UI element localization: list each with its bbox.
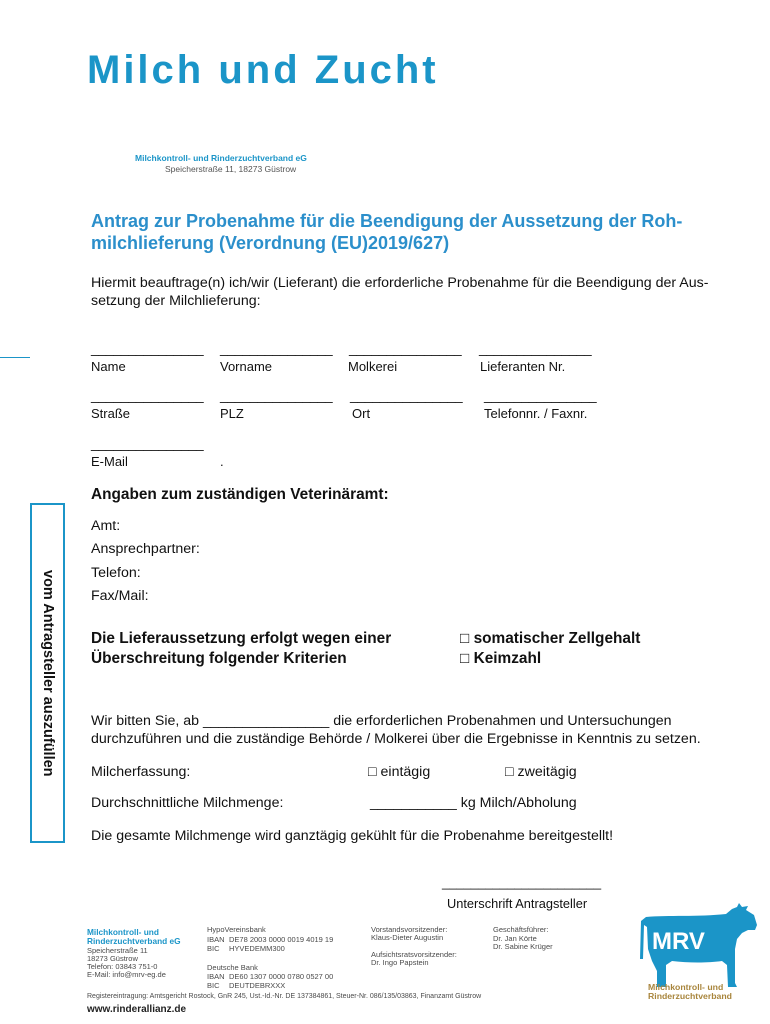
- board-chair-name: Klaus-Dieter Augustin: [371, 933, 444, 942]
- amt-field[interactable]: Amt:: [91, 518, 121, 534]
- vorname-blank[interactable]: _______________: [220, 341, 333, 356]
- start-date-blank[interactable]: ________________: [202, 713, 330, 729]
- iban-value: DE78 2003 0000 0019 4019 19: [229, 935, 334, 944]
- bank-1-bic: [207, 945, 285, 953]
- name-blank[interactable]: _______________: [91, 341, 204, 356]
- lieferanten-nr-label: Lieferanten Nr.: [480, 358, 566, 374]
- iban-value: DE60 1307 0000 0780 0527 00: [229, 972, 334, 981]
- bank-1-iban: [207, 936, 333, 944]
- supervisory-chair-role: Aufsichtsratsvorsitzender:: [371, 950, 457, 959]
- bank-1-name: HypoVereinsbank: [207, 925, 266, 934]
- lieferanten-nr-blank[interactable]: _______________: [479, 341, 592, 356]
- iban-label: IBAN: [207, 972, 225, 981]
- intro-line-1: Hiermit beauftrage(n) ich/wir (Lieferant) die erforderliche Probenahme für die Beendigung der Aus-: [91, 275, 709, 291]
- ort-label: Ort: [352, 405, 371, 421]
- request-prefix: Wir bitten Sie, ab: [91, 713, 200, 729]
- option-eintaegig[interactable]: [368, 765, 430, 779]
- bank-2-bic: [207, 982, 285, 990]
- board-chair-role: Vorstandsvorsitzender:: [371, 925, 448, 934]
- footer-street: Speicherstraße 11: [87, 946, 148, 955]
- signature-line[interactable]: ______________________: [442, 875, 602, 890]
- option-label: somatischer Zellgehalt: [473, 629, 641, 647]
- manager-name-2: Dr. Sabine Krüger: [493, 942, 553, 951]
- checkbox-eintaegig[interactable]: □: [368, 764, 377, 780]
- applicant-fill-label: vom Antragsteller auszufüllen: [39, 569, 56, 777]
- footer-org-name-1: Milchkontroll- und: [87, 927, 159, 937]
- ort-blank[interactable]: _______________: [350, 388, 463, 403]
- cow-icon: [638, 903, 758, 987]
- manager-name-1: Dr. Jan Körte: [493, 934, 537, 943]
- footer-email: E-Mail: info@mrv-eg.de: [87, 970, 166, 979]
- checkbox-keimzahl[interactable]: □: [460, 649, 470, 667]
- stray-period: .: [220, 453, 224, 469]
- milchmenge-blank[interactable]: ___________: [370, 795, 457, 811]
- name-label: Name: [91, 358, 126, 374]
- checkbox-zweitaegig[interactable]: □: [505, 764, 514, 780]
- plz-label: PLZ: [220, 405, 244, 421]
- criteria-text-line-1: Die Lieferaussetzung erfolgt wegen einer: [91, 629, 392, 647]
- strasse-blank[interactable]: _______________: [91, 388, 204, 403]
- footer-org-name-2: Rinderzuchtverband eG: [87, 936, 181, 946]
- strasse-label: Straße: [91, 405, 131, 421]
- request-line-2: durchzuführen und die zuständige Behörde / Molkerei über die Ergebnisse in Kenntnis zu setzen.: [91, 731, 701, 747]
- telefon-fax-label: Telefonnr. / Faxnr.: [484, 405, 588, 421]
- option-keimzahl[interactable]: [460, 651, 541, 666]
- form-title-line-2: milchlieferung (Verordnung (EU)2019/627): [91, 233, 450, 253]
- supervisory-chair-name: Dr. Ingo Papstein: [371, 958, 429, 967]
- iban-label: IBAN: [207, 935, 225, 944]
- footer-city: 18273 Güstrow: [87, 954, 138, 963]
- bank-2-iban: [207, 973, 333, 981]
- bic-label: BIC: [207, 944, 220, 953]
- email-label: E-Mail: [91, 453, 128, 469]
- intro-line-2: setzung der Milchlieferung:: [91, 293, 261, 309]
- telefon-fax-blank[interactable]: _______________: [484, 388, 597, 403]
- cooling-notice: Die gesamte Milchmenge wird ganztägig gekühlt für die Probenahme bereitgestellt!: [91, 828, 614, 844]
- request-suffix: die erforderlichen Probenahmen und Untersuchungen: [333, 713, 672, 729]
- option-somatischer-zellgehalt[interactable]: [460, 631, 640, 646]
- mrv-logo-mark: MRV: [652, 928, 705, 955]
- email-blank[interactable]: _______________: [91, 436, 204, 451]
- management-role: Geschäftsführer:: [493, 925, 549, 934]
- milcherfassung-label: Milcherfassung:: [91, 764, 191, 780]
- vet-section-heading: Angaben zum zuständigen Veterinäramt:: [91, 485, 389, 503]
- applicant-fill-box: [30, 503, 65, 843]
- milchmenge-entry: [370, 796, 577, 810]
- bic-label: BIC: [207, 981, 220, 990]
- registry-line: Registereintragung: Amtsgericht Rostock, GnR 245, Ust.-Id.-Nr. DE 137384861, Steuer-Nr. 086/135/03863, Finanzamt Güstrow: [87, 993, 482, 1000]
- request-line-1: [91, 714, 672, 728]
- milch-und-zucht-logo: Milch und Zucht: [87, 48, 439, 92]
- milchmenge-unit: kg Milch/Abholung: [460, 795, 577, 811]
- margin-mark-line: [0, 357, 30, 358]
- org-address: Speicherstraße 11, 18273 Güstrow: [165, 164, 297, 174]
- bic-value: DEUTDEBRXXX: [229, 981, 286, 990]
- website-link[interactable]: www.rinderallianz.de: [87, 1004, 187, 1015]
- bank-2-name: Deutsche Bank: [207, 963, 258, 972]
- signature-label: Unterschrift Antragsteller: [447, 895, 588, 911]
- molkerei-label: Molkerei: [348, 358, 398, 374]
- option-label: eintägig: [380, 764, 431, 780]
- form-title-line-1: Antrag zur Probenahme für die Beendigung der Aussetzung der Roh-: [91, 211, 683, 231]
- footer-phone: Telefon: 03843 751-0: [87, 962, 158, 971]
- logo-caption-line-2: Rinderzuchtverband: [648, 991, 732, 1001]
- checkbox-somatischer-zellgehalt[interactable]: □: [460, 629, 470, 647]
- bic-value: HYVEDEMM300: [229, 944, 285, 953]
- criteria-text-line-2: Überschreitung folgender Kriterien: [91, 649, 347, 667]
- ansprechpartner-field[interactable]: Ansprechpartner:: [91, 541, 200, 557]
- logo-caption-line-1: Milchkontroll- und: [648, 982, 724, 992]
- org-name: Milchkontroll- und Rinderzuchtverband eG: [135, 153, 307, 163]
- fax-mail-field[interactable]: Fax/Mail:: [91, 588, 149, 604]
- vorname-label: Vorname: [220, 358, 273, 374]
- option-label: zweitägig: [517, 764, 577, 780]
- option-label: Keimzahl: [473, 649, 542, 667]
- plz-blank[interactable]: _______________: [220, 388, 333, 403]
- telefon-field[interactable]: Telefon:: [91, 565, 141, 581]
- milchmenge-label: Durchschnittliche Milchmenge:: [91, 795, 284, 811]
- molkerei-blank[interactable]: _______________: [349, 341, 462, 356]
- option-zweitaegig[interactable]: [505, 765, 577, 779]
